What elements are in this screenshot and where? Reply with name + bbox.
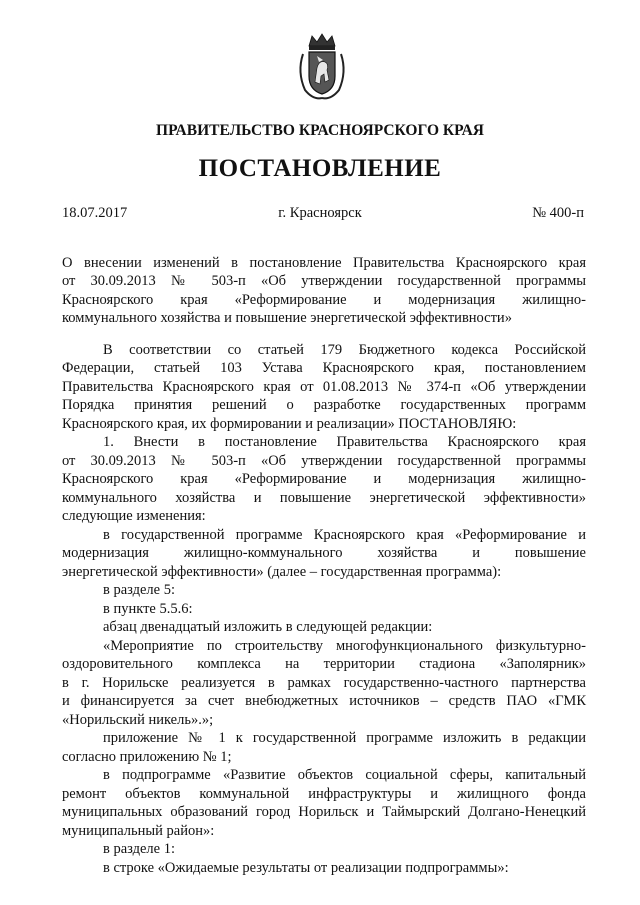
body-line: модернизация жилищно-коммунального хозяйства и повышение: [62, 545, 586, 561]
body-line: в подпрограмме «Развитие объектов социальной сферы, капитальный: [103, 767, 586, 783]
krasnoyarsk-coat-of-arms-icon: [295, 32, 349, 102]
body-line: от 30.09.2013 № 503-п «Об утверждении государственной программы: [62, 453, 586, 469]
document-city: г. Красноярск: [278, 205, 362, 221]
body-line: и финансируется за счет внебюджетных источников – средств ПАО «ГМК: [62, 693, 586, 709]
body-line: согласно приложению № 1;: [62, 749, 232, 765]
organization-name: ПРАВИТЕЛЬСТВО КРАСНОЯРСКОГО КРАЯ: [156, 122, 484, 139]
body-line: Красноярского края, их формировании и реализации» ПОСТАНОВЛЯЮ:: [62, 416, 517, 432]
body-line: Федерации, статьей 103 Устава Красноярского края, постановлением: [62, 360, 586, 376]
body-line: В соответствии со статьей 179 Бюджетного кодекса Российской: [103, 342, 586, 358]
body-line: муниципальный район»:: [62, 823, 215, 839]
body-line: в разделе 1:: [103, 841, 176, 857]
body-line: Красноярского края «Реформирование и модернизация жилищно-: [62, 471, 586, 487]
body-line: Порядка принятия решений о разработке государственных программ: [62, 397, 586, 413]
body-line: энергетической эффективности» (далее – государственная программа):: [62, 564, 502, 580]
document-number: № 400-п: [532, 205, 584, 221]
document-type-title: ПОСТАНОВЛЕНИЕ: [198, 155, 442, 182]
body-line: ремонт объектов коммунальной инфраструктуры и жилищного фонда: [62, 786, 586, 802]
title-line: О внесении изменений в постановление Правительства Красноярского края: [62, 255, 586, 271]
body-line: приложение № 1 к государственной программе изложить в редакции: [103, 730, 586, 746]
body-line: 1. Внести в постановление Правительства Красноярского края: [103, 434, 586, 450]
body-line: в г. Норильске реализуется в рамках государственно-частного партнерства: [62, 675, 586, 691]
body-line: муниципальных образований город Норильск и Таймырский Долгано-Ненецкий: [62, 804, 586, 820]
body-line: оздоровительного комплекса на территории стадиона «Заполярник»: [62, 656, 586, 672]
body-line: в строке «Ожидаемые результаты от реализации подпрограммы»:: [103, 860, 509, 876]
body-line: «Норильский никель».»;: [62, 712, 214, 728]
body-line: «Мероприятие по строительству многофункционального физкультурно-: [103, 638, 586, 654]
body-line: в государственной программе Красноярского края «Реформирование и: [103, 527, 586, 543]
body-line: Правительства Красноярского края от 01.08.2013 № 374-п «Об утверждении: [62, 379, 586, 395]
body-line: абзац двенадцатый изложить в следующей редакции:: [103, 619, 433, 635]
body-line: коммунального хозяйства и повышение энергетической эффективности»: [62, 490, 586, 506]
body-line: следующие изменения:: [62, 508, 206, 524]
body-line: в пункте 5.5.6:: [103, 601, 193, 617]
title-line: Красноярского края «Реформирование и модернизация жилищно-: [62, 292, 586, 308]
document-date: 18.07.2017: [62, 205, 128, 221]
body-line: в разделе 5:: [103, 582, 176, 598]
title-line: от 30.09.2013 № 503-п «Об утверждении государственной программы: [62, 273, 586, 289]
title-line: коммунального хозяйства и повышение энергетической эффективности»: [62, 310, 512, 326]
